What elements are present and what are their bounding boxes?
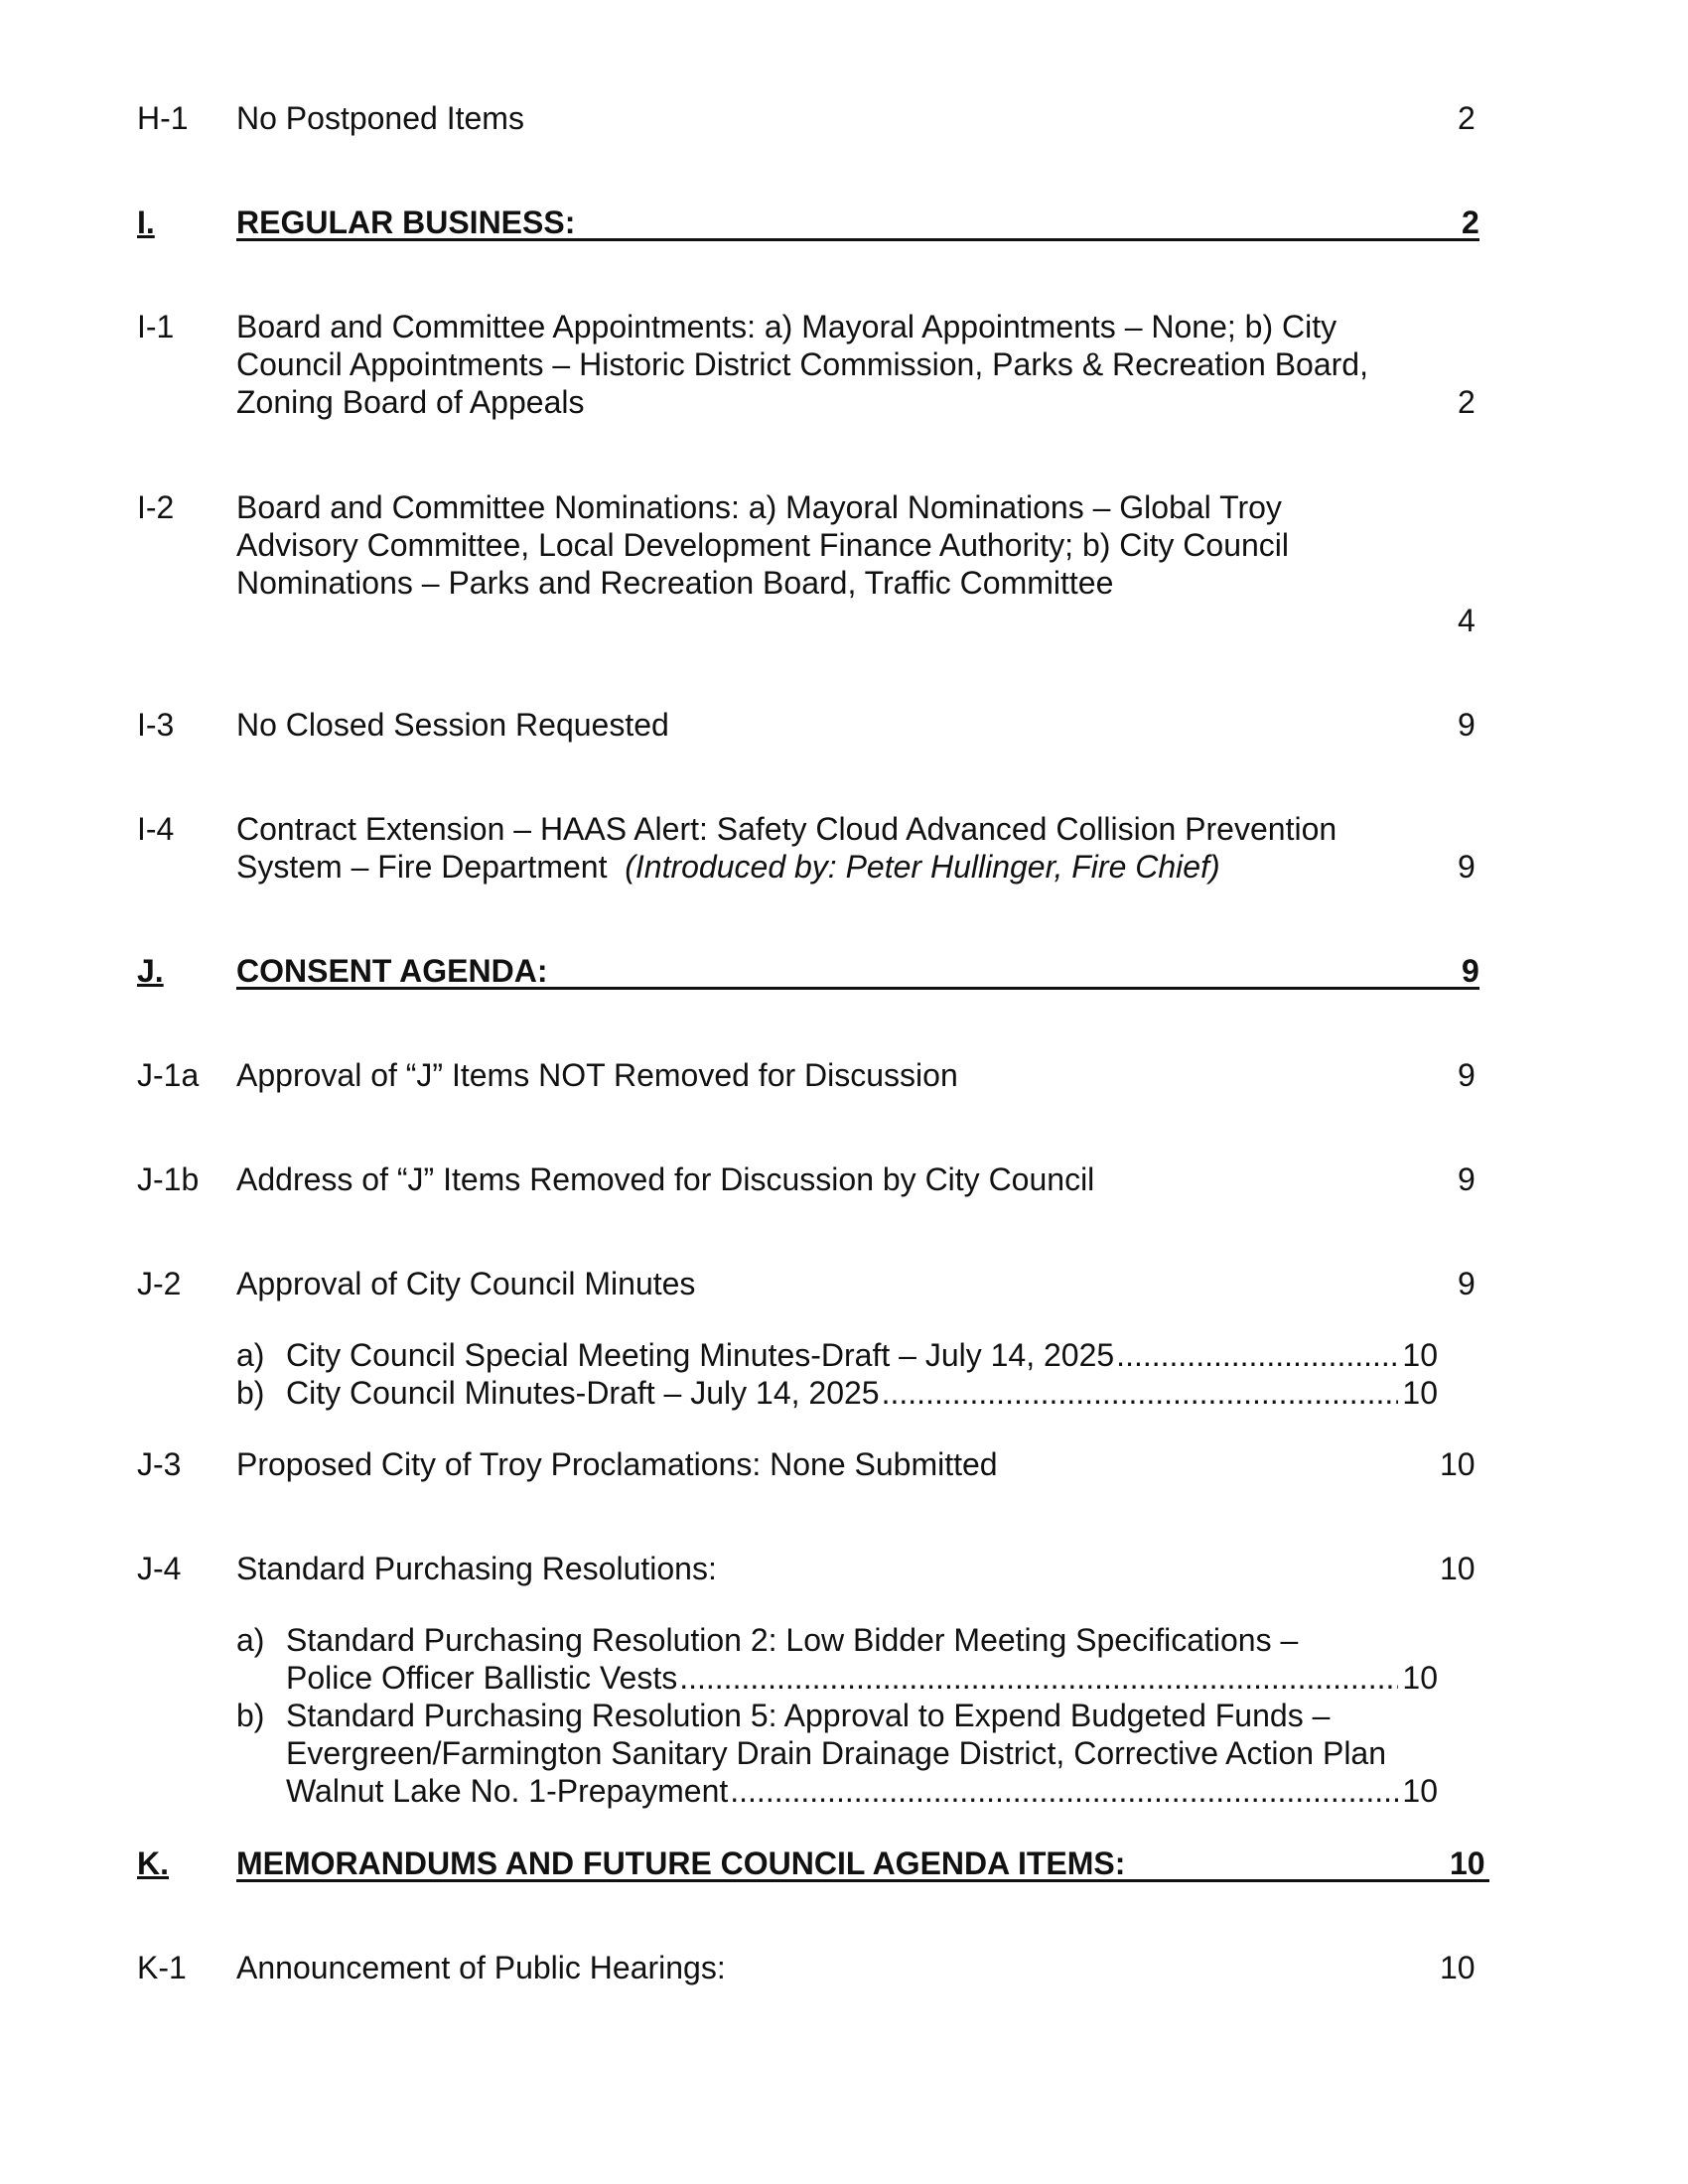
section-letter: J. (137, 953, 164, 989)
item-number: K-1 (137, 1950, 187, 1985)
item-number: J-1b (137, 1161, 200, 1197)
item-page: 9 (1458, 1161, 1476, 1197)
dot-leader (679, 1659, 1398, 1697)
subitem-letter: b) (236, 1375, 265, 1411)
section-letter: I. (137, 205, 155, 240)
subitem-page: 10 (1402, 1773, 1438, 1809)
dot-leader (1116, 1336, 1398, 1374)
item-page: 9 (1458, 707, 1476, 743)
subitem-text: Standard Purchasing Resolution 5: Approval to Expend Budgeted Funds – Evergreen/Farmington Sanitary Drain Drainage District, Corrective Action Plan Walnut Lake No. 1-Prepayment ..... 10 (286, 1697, 1438, 1810)
section-page: 2 (1462, 205, 1479, 240)
item-number: J-3 (137, 1446, 182, 1482)
subitem-page: 10 (1402, 1375, 1438, 1411)
subitem-letter: a) (236, 1337, 265, 1373)
item-page: 2 (1458, 100, 1476, 136)
section-title: REGULAR BUSINESS: (236, 205, 576, 240)
item-title: Approval of “J” Items NOT Removed for Discussion (236, 1057, 958, 1093)
item-page: 2 (1458, 384, 1476, 420)
item-title: Approval of City Council Minutes (236, 1266, 696, 1301)
subitem-letter: a) (236, 1622, 265, 1658)
item-page: 4 (1458, 603, 1476, 638)
item-title: No Closed Session Requested (236, 707, 669, 743)
item-page: 10 (1440, 1950, 1476, 1985)
dot-leader (730, 1772, 1398, 1810)
section-title: CONSENT AGENDA: (236, 953, 548, 989)
section-page: 9 (1462, 953, 1479, 989)
item-page: 10 (1440, 1446, 1476, 1482)
item-number: I-4 (137, 811, 175, 847)
subitem-text: City Council Special Meeting Minutes-Draft – July 14, 2025 ..... 10 (286, 1336, 1438, 1374)
subitem-page: 10 (1402, 1337, 1438, 1373)
item-page: 9 (1458, 849, 1476, 885)
item-page: 9 (1458, 1057, 1476, 1093)
item-number: J-2 (137, 1266, 182, 1301)
item-number: J-4 (137, 1551, 182, 1586)
item-number: I-2 (137, 489, 175, 525)
item-page: 9 (1458, 1266, 1476, 1301)
section-title: MEMORANDUMS AND FUTURE COUNCIL AGENDA ITEMS: (236, 1845, 1126, 1881)
item-title: Board and Committee Appointments: a) Mayoral Appointments – None; b) City Council Appointments – Historic District Commission, Parks & Recreation Board, Zoning Board of Appeals (236, 309, 1368, 420)
item-title: Proposed City of Troy Proclamations: None Submitted (236, 1446, 998, 1482)
item-title: Announcement of Public Hearings: (236, 1950, 726, 1985)
item-title: Contract Extension – HAAS Alert: Safety Cloud Advanced Collision Prevention System – Fire Department (Introduced by: Peter Hullinger, Fire Chief) (236, 811, 1337, 885)
item-number: H-1 (137, 100, 189, 136)
dot-leader (882, 1374, 1399, 1412)
section-underline (236, 952, 1479, 990)
section-underline (236, 1844, 1489, 1882)
subitem-text: City Council Minutes-Draft – July 14, 2025 ..... 10 (286, 1374, 1438, 1412)
item-number: I-3 (137, 707, 175, 743)
item-title: No Postponed Items (236, 100, 524, 136)
subitem-page: 10 (1402, 1660, 1438, 1696)
section-underline (236, 204, 1479, 241)
item-title: Address of “J” Items Removed for Discussion by City Council (236, 1161, 1095, 1197)
subitem-letter: b) (236, 1698, 265, 1733)
item-title: Standard Purchasing Resolutions: (236, 1551, 717, 1586)
item-number: J-1a (137, 1057, 200, 1093)
item-title: Board and Committee Nominations: a) Mayoral Nominations – Global Troy Advisory Committee, Local Development Finance Authority; b) City Council Nominations – Parks and Recreation Board, Traffic Committee (236, 489, 1289, 601)
item-page: 10 (1440, 1551, 1476, 1586)
section-page: 10 (1450, 1845, 1485, 1881)
subitem-text: Standard Purchasing Resolution 2: Low Bidder Meeting Specifications – Police Officer Ballistic Vests ..... 10 (286, 1621, 1438, 1697)
item-number: I-1 (137, 309, 175, 344)
section-letter: K. (137, 1845, 169, 1881)
introduced-by: (Introduced by: Peter Hullinger, Fire Chief) (625, 849, 1220, 885)
